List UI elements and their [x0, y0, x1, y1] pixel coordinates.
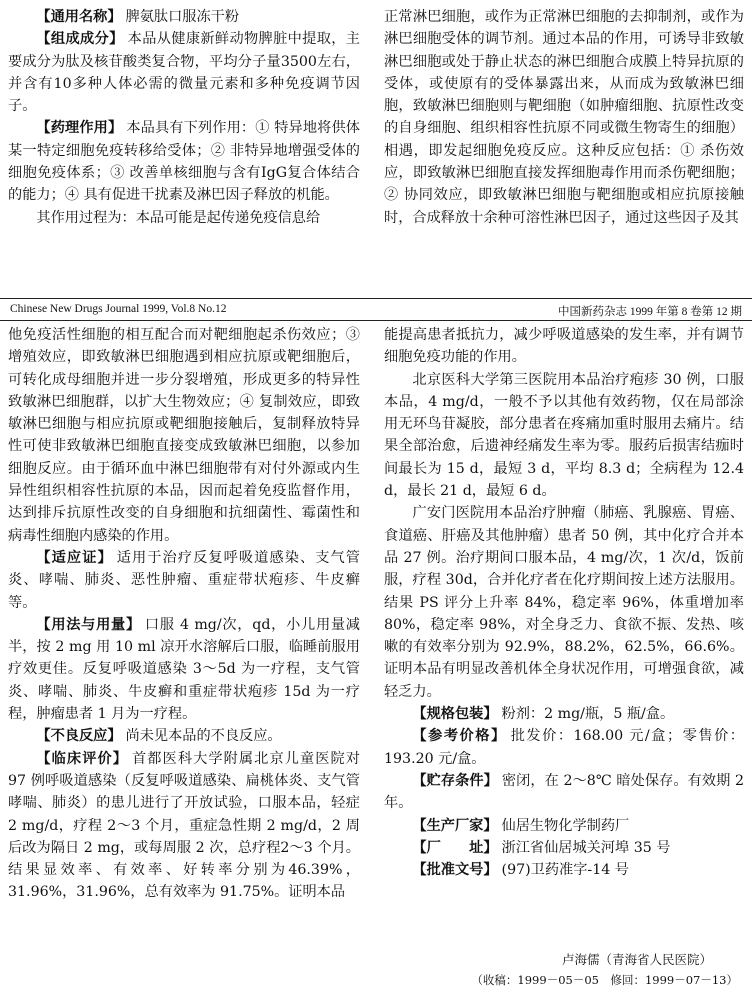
top-right-column — [384, 6, 744, 229]
received-revised-dates: （收稿：1999－05－05 修回：1999－07－13） — [471, 973, 738, 987]
storage-paragraph — [384, 770, 744, 815]
indications-text: 适用于治疗反复呼吸道感染、支气管炎、哮喘、肺炎、恶性肿瘤、重症带状疱疹、牛皮癣等。 — [8, 549, 360, 611]
approval-number-text: (97)卫药准字-14 号 — [501, 862, 629, 879]
bottom-left-column — [8, 324, 360, 904]
storage-heading: 【贮存条件】 — [412, 772, 498, 789]
generic-name-heading: 【通用名称】 — [36, 9, 122, 25]
herpes-trial-paragraph: 北京医科大学第三医院用本品治疗疱疹 30 例，口服本品，4 mg/d，一般不予以其他有效药物，仅在局部涂用无环鸟苷凝胶，部分患者在疼痛加重时服用去痛片。结果全部治愈，后遗神经痛发生率为零。服药后损害结痂时间最长为 15 d，最短 3 d，平均 8.3 d；全病程为 12.4 d，最长 21 d，最短 6 d。 — [384, 371, 744, 500]
pharmacology-text: 本品具有下列作用：① 特异地将供体某一特定细胞免疫转移给受体；② 非特异地增强受体的细胞免疫体系；③ 改善单核细胞与含有IgG复合体结合的能力；④ 具有促进干扰素及淋巴因子释放的机能。 — [8, 120, 360, 204]
adverse-reactions-paragraph — [8, 725, 360, 747]
generic-name-text: 脾氨肽口服冻干粉 — [125, 9, 240, 25]
package-heading: 【规格包装】 — [412, 706, 498, 723]
header-rule-bottom — [0, 320, 752, 321]
approval-number-heading: 【批准文号】 — [412, 862, 498, 879]
approval-number-paragraph — [384, 859, 744, 881]
package-paragraph — [384, 703, 744, 725]
composition-text: 本品从健康新鲜动物脾脏中提取，主要成分为肽及核苷酸类复合物，平均分子量3500左右，并含有10多种人体必需的微量元素和多种免疫调节因子。 — [8, 31, 360, 115]
pharmacology-paragraph — [8, 117, 360, 206]
bottom-right-column — [384, 324, 744, 881]
adverse-reactions-heading: 【不良反应】 — [36, 728, 122, 745]
dosage-paragraph — [8, 614, 360, 725]
journal-header-chinese: 中国新药杂志 1999 年第 8 卷第 12 期 — [558, 306, 742, 318]
generic-name-paragraph — [8, 6, 360, 28]
clinical-evaluation-text: 首都医科大学附属北京儿童医院对 97 例呼吸道感染（反复呼吸道感染、扁桃体炎、支气管哮喘、肺炎）的患儿进行了开放试验，口服本品，轻症 2 mg/d，疗程 2～3 个月，重症急性期 2 mg/d，2 周后改为隔日 2 mg，或每周服 2 次，总疗程2～3 个月。结果显效率、有效率、好转率分别为46.39%，31.96%，31.96%，总有效率为 91.75%。证明本品 — [8, 750, 360, 901]
manufacturer-paragraph — [384, 815, 744, 837]
tumor-trial-paragraph: 广安门医院用本品治疗肿瘤（肺癌、乳腺癌、胃癌、食道癌、肝癌及其他肿瘤）患者 50 例，其中化疗合并本品 27 例。治疗期间口服本品，4 mg/次，1 次/d，饭前服，疗程 30d，合并化疗者在化疗期间按上述方法服用。结果 PS 评分上升率 84%，稳定率 96%，体重增加率 80%，稳定率 98%，对全身乏力、食欲不振、发热、咳嗽的有效率分别为 92.9%，88.2%，62.5%，66.6%。证明本品有明显改善机体全身状况作用，可增强食欲，减轻乏力。 — [384, 505, 744, 700]
address-paragraph — [384, 837, 744, 859]
manufacturer-text: 仙居生物化学制药厂 — [501, 817, 630, 834]
address-heading: 【厂 址】 — [412, 839, 498, 856]
manufacturer-heading: 【生产厂家】 — [412, 817, 498, 834]
mechanism-end-paragraph: 他免疫活性细胞的相互配合而对靶细胞起杀伤效应；③ 增殖效应，即致敏淋巴细胞遇到相应抗原或靶细胞后，可转化成母细胞并进一步分裂增殖，形成更多的特异性致敏淋巴细胞群，以扩大生物效应；④ 复制效应，即致敏淋巴细胞与相应抗原或靶细胞接触后，复制释放特异性可使非致敏淋巴细胞直接变成致敏淋巴细胞，以参加细胞反应。由于循环血中淋巴细胞带有对付外源或内生异性组织相容性抗原的本品，因而起着免疫监督作用，达到排斥抗原性改变的自身细胞和抗细菌性、霉菌性和病毒性细胞内感染的作用。 — [8, 327, 360, 544]
adverse-reactions-text: 尚未见本品的不良反应。 — [125, 728, 282, 745]
price-heading: 【参考价格】 — [412, 728, 507, 745]
dosage-heading: 【用法与用量】 — [36, 616, 141, 633]
mechanism-paragraph: 其作用过程为：本品可能是起传递免疫信息给 — [36, 209, 321, 226]
composition-heading: 【组成成分】 — [36, 31, 124, 48]
clinical-evaluation-paragraph — [8, 748, 360, 904]
header-rule-top — [0, 298, 752, 299]
storage-text: 密闭，在 2～8℃ 暗处保存。有效期 2 年。 — [384, 772, 744, 812]
top-left-column — [8, 6, 360, 229]
composition-paragraph — [8, 28, 360, 117]
mechanism-continued-paragraph: 正常淋巴细胞，或作为正常淋巴细胞的去抑制剂，或作为淋巴细胞受体的调节剂。通过本品的作用，可诱导非致敏淋巴细胞或处于静止状态的淋巴细胞合成膜上特异抗原的受体，或使原有的受体暴露出来，从而成为致敏淋巴细胞，致敏淋巴细胞则与靶细胞（如肿瘤细胞、抗原性改变的自身细胞、组织相容性抗原不同或微生物寄生的细胞）相遇，即发起细胞免疫反应。这种反应包括：① 杀伤效应，即致敏淋巴细胞直接发挥细胞毒作用而杀伤靶细胞；② 协同效应，即致敏淋巴细胞与靶细胞或相应抗原接触时，合成释放十余种可溶性淋巴因子，通过这些因子及其 — [384, 9, 744, 226]
indications-heading: 【适应证】 — [36, 549, 113, 566]
dosage-text: 口服 4 mg/次，qd，小儿用量减半，按 2 mg 用 10 ml 凉开水溶解后口服，临睡前服用疗效更佳。反复呼吸道感染 3～5d 为一疗程，支气管炎、哮喘、肺炎、牛皮癣和重症带状疱疹 15d 为一疗程，肿瘤患者 1 月为一疗程。 — [8, 616, 360, 723]
pharmacology-heading: 【药理作用】 — [36, 120, 123, 137]
address-text: 浙江省仙居城关河埠 35 号 — [501, 839, 671, 856]
author-line: 卢海儒（青海省人民医院） — [561, 952, 712, 967]
indications-paragraph — [8, 547, 360, 614]
price-paragraph — [384, 725, 744, 770]
package-text: 粉剂：2 mg/瓶，5 瓶/盒。 — [501, 706, 675, 723]
journal-header-english: Chinese New Drugs Journal 1999, Vol.8 No.12 — [10, 303, 227, 315]
clinical-evaluation-heading: 【临床评价】 — [36, 750, 129, 767]
price-text: 批发价：168.00 元/盒；零售价：193.20 元/盒。 — [384, 728, 744, 767]
clinical-evaluation-end-paragraph: 能提高患者抵抗力，减少呼吸道感染的发生率，并有调节细胞免疫功能的作用。 — [384, 327, 744, 366]
